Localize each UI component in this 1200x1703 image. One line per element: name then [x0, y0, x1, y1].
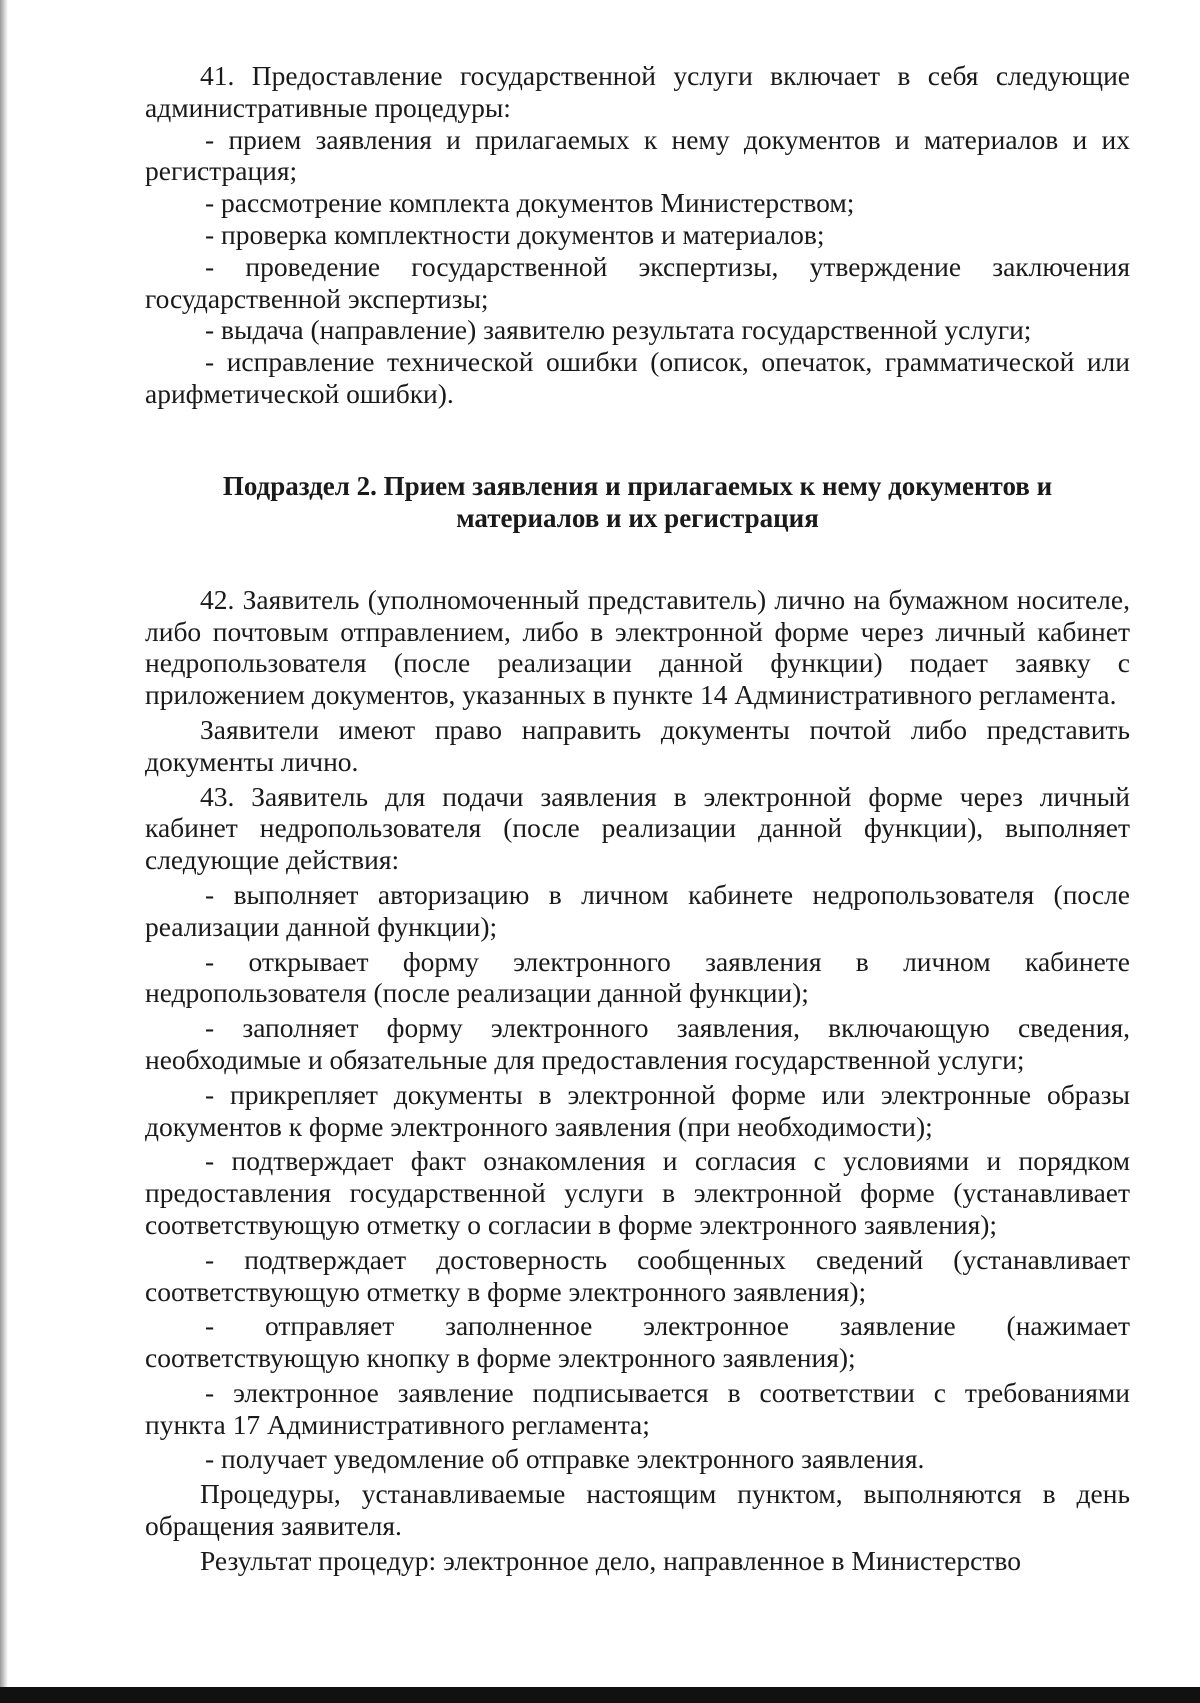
list-item: - прием заявления и прилагаемых к нему документов и материалов и их регистрация; [145, 123, 1130, 187]
scan-left-edge [0, 0, 8, 1687]
procedures-result: Результат процедур: электронное дело, направленное в Министерство [200, 1544, 1021, 1576]
list-item: - получает уведомление об отправке электронного заявления. [205, 1443, 925, 1475]
heading-line-1: Подраздел 2. Прием заявления и прилагаемых к нему документов и [222, 470, 1053, 501]
list-item: - открывает форму электронного заявления в личном кабинете недропользователя (после реализации данной функции); [145, 945, 1130, 1009]
paragraph-41-intro: 41. Предоставление государственной услуги включает в себя следующие административные процедуры: [145, 60, 1130, 123]
list-item: - выполняет авторизацию в личном кабинете недропользователя (после реализации данной функции); [145, 878, 1130, 942]
list-item: - электронное заявление подписывается в соответствии с требованиями пункта 17 Административного регламента; [145, 1376, 1130, 1440]
list-item: - отправляет заполненное электронное заявление (нажимает соответствующую кнопку в форме электронного заявления); [145, 1310, 1130, 1374]
list-item: - проведение государственной экспертизы, утверждение заключения государственной экспертизы; [145, 250, 1130, 314]
list-item: - рассмотрение комплекта документов Министерством; [205, 187, 855, 219]
subsection-heading [145, 470, 1130, 534]
paragraph-43-intro: 43. Заявитель для подачи заявления в электронной форме через личный кабинет недропользователя (после реализации данной функции), выполняет следующие действия: [145, 780, 1130, 876]
actions-list [145, 879, 1130, 1475]
list-item: - подтверждает достоверность сообщенных сведений (устанавливает соответствующую отметку в форме электронного заявления); [145, 1243, 1130, 1307]
procedures-timing: Процедуры, устанавливаемые настоящим пунктом, выполняются в день обращения заявителя. [145, 1478, 1130, 1542]
scan-bottom-edge [0, 1687, 1200, 1703]
list-item: - исправление технической ошибки (описок, опечаток, грамматической или арифметической ошибки). [145, 346, 1130, 409]
procedures-list [145, 124, 1130, 410]
heading-line-2: материалов и их регистрация [456, 502, 819, 533]
list-item: - проверка комплектности документов и материалов; [205, 218, 825, 250]
document-page [145, 60, 1130, 1577]
list-item: - прикрепляет документы в электронной форме или электронные образы документов к форме электронного заявления (при необходимости); [145, 1078, 1130, 1142]
paragraph-42-rights: Заявители имеют право направить документы почтой либо представить документы лично. [145, 713, 1130, 777]
list-item: - подтверждает факт ознакомления и согласия с условиями и порядком предоставления государственной услуги в электронной форме (устанавливает соответствующую отметку о согласии в форме электронного заявления); [145, 1145, 1130, 1240]
list-item: - выдача (направление) заявителю результата государственной услуги; [205, 314, 1032, 346]
list-item: - заполняет форму электронного заявления, включающую сведения, необходимые и обязательные для предоставления государственной услуги; [145, 1012, 1130, 1075]
paragraph-42: 42. Заявитель (уполномоченный представитель) лично на бумажном носителе, либо почтовым отправлением, либо в электронной форме через личный кабинет недропользователя (после реализации данной функции) подает заявку с приложением документов, указанных в пункте 14 Административного регламента. [145, 583, 1130, 711]
